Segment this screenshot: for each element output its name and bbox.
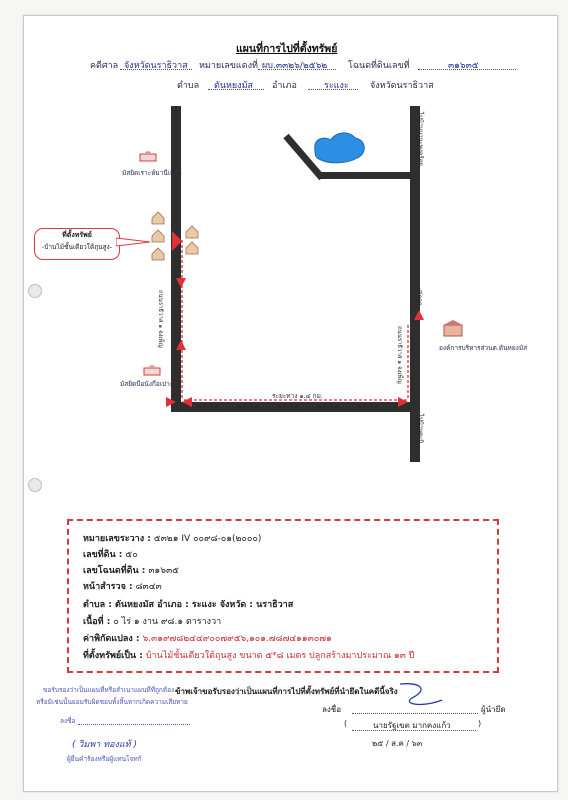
info-row: เลขที่ดิน : ๕๐ (83, 550, 138, 560)
info-row: เนื้อที่ : ๐ ไร่ ๑ งาน ๙๘.๑ ตารางวา (83, 617, 222, 627)
road-right-bottom-label: ไปบ้านตะบิ (417, 414, 424, 444)
left-signer-role: ผู้ยื่นคำร้องหรือผู้แทนโจทก์ (67, 755, 142, 763)
signature-mark (392, 680, 452, 712)
signer-role: ผู้นำยึด (481, 705, 506, 714)
case-label: หมายเลขแดงที่ (199, 61, 258, 71)
mosque1-label: มัสยิดเราะห์มานีเยะห์ (122, 169, 182, 177)
callout-pointer (116, 236, 152, 248)
tambon-label: ตำบล (177, 81, 200, 91)
stamp-line2: หรือมิเช่นนั้นยอมรับผิดชอบทั้งสิ้นหากเกิดความเสียหาย (36, 698, 188, 706)
page-title: แผนที่การไปที่ตั้งทรัพย์ (236, 43, 338, 55)
certify-text: ข้าพเจ้าขอรับรองว่าเป็นแผนที่การไปที่ตั้งทรัพย์ที่นำยึดในคดีนี้จริง (175, 687, 398, 696)
deed-value: ๓๑๖๓๕ (448, 61, 479, 71)
left-sign-label: ลงชื่อ (60, 717, 76, 725)
mosque2-label: มัสยิดบือนังกือเปาะ (120, 380, 174, 388)
office-icon (442, 319, 464, 337)
info-row: ค่าพิกัดแปลง : ๖.๓๑๙๗๘๒๔๔๙๐๐๗๙๕๖,๑๐๑.๗๘๗๔๑๑๓๐๗๑ (83, 634, 332, 644)
tambon-value: ตันหยงมัส (214, 81, 254, 91)
info-row: หน้าสำรวจ : ๘๓๔๓ (83, 582, 162, 592)
deed-label: โฉนดที่ดินเลขที่ (348, 61, 410, 71)
province-value: จังหวัดนราธิวาส (370, 81, 434, 91)
property-desc: -บ้านไม้ชั้นเดียวใต้ถุนสูง- (41, 243, 113, 251)
signer-prefix: ลงชื่อ (322, 705, 342, 714)
property-title: ที่ตั้งทรัพย์ (62, 231, 92, 239)
amphoe-label: อำเภอ (272, 81, 297, 91)
property-info-box (67, 519, 499, 673)
court-value: จังหวัดนราธิวาส (124, 61, 188, 71)
road-right-code-label: ๔๐๐๐ (417, 290, 424, 306)
info-row: เลขโฉนดที่ดิน : ๓๑๖๓๕ (83, 566, 179, 576)
office-label: องค์การบริหารส่วนต.ตันหยงมัส (439, 344, 528, 352)
case-value: ผบ.๓๓๒๖/๒๕๖๒ (262, 61, 328, 71)
left-signer-name: ( วิมพา ทองแท้ ) (72, 740, 138, 750)
court-label: คดีศาล (90, 61, 119, 71)
road-right-mid-label: ถนนราธิวาส ๑ จงเพ็ญ (396, 326, 403, 384)
mosque-icon (138, 148, 158, 162)
road-left-label: ถนนราธิวาส ๑ จงเพ็ญ (157, 290, 164, 348)
amphoe-value: ระแงะ (324, 81, 349, 91)
sign-date: ๒๕ / ส.ค / ๖๓ (372, 739, 423, 748)
stamp-line1: ขอรับรองว่าเป็นแผนที่หรือสำเนาแผนที่ที่ถูกต้อง (43, 686, 175, 694)
distance-label: ระยะทาง ๑.๔ กม. (272, 392, 323, 400)
mosque-icon (142, 362, 162, 376)
signer-name: นายรัฐเขต มากคงแก้ว (373, 721, 451, 730)
road-right-top-label: ไปบ้านนานะพงอร้อย (417, 112, 424, 166)
houses-icon (148, 208, 208, 268)
info-row: ตำบล : ตันหยงมัส อำเภอ : ระแงะ จังหวัด : นราธิวาส (83, 600, 294, 610)
info-row: หมายเลขระวาง : ๕๓๒๑ IV ๐๐๙๘-๐๑(๒๐๐๐) (83, 534, 262, 544)
info-row: ที่ตั้งทรัพย์เป็น : บ้านไม้ชั้นเดียวใต้ถุนสูง ขนาด ๕*๘ เมตร ปลูกสร้างมาประมาณ ๑๓ ปี (83, 651, 415, 661)
property-callout (34, 228, 120, 260)
